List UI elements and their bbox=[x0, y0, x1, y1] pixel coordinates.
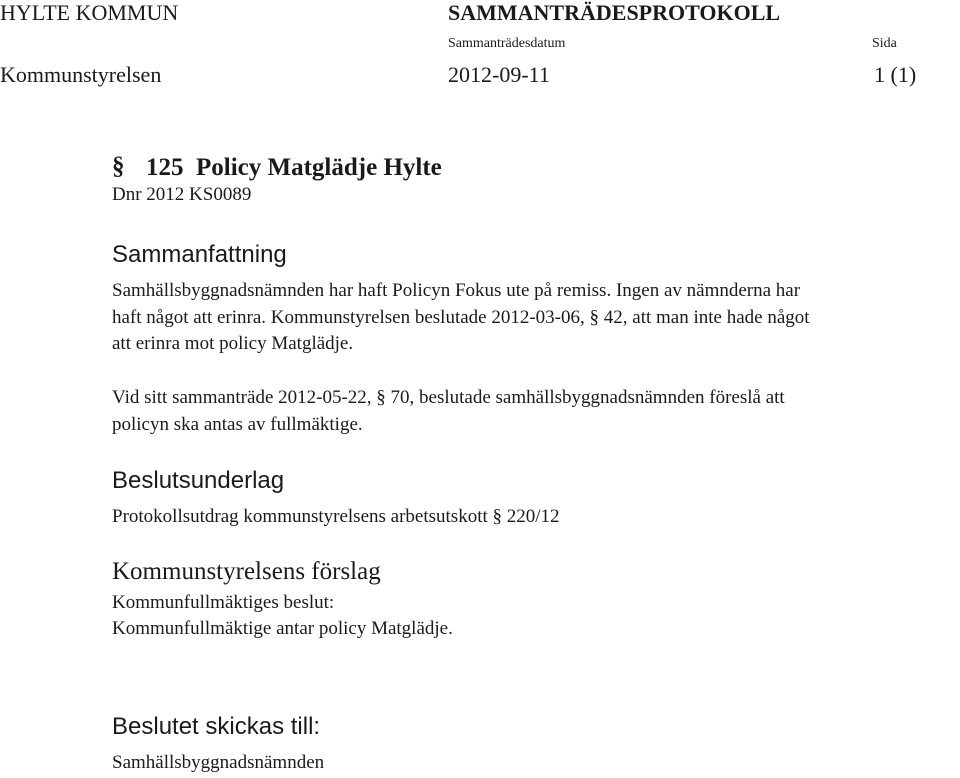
committee-name: Kommunstyrelsen bbox=[0, 62, 162, 87]
sent-to-heading: Beslutet skickas till: bbox=[112, 713, 321, 740]
summary-p1-line-1: Samhällsbyggnadsnämnden har haft Policyn Fokus ute på remiss. Ingen av nämnderna har bbox=[112, 280, 801, 301]
summary-p2-line-2: policyn ska antas av fullmäktige. bbox=[112, 413, 363, 435]
municipality-name: HYLTE KOMMUN bbox=[0, 0, 179, 25]
proposal-heading: Kommunstyrelsens förslag bbox=[112, 558, 381, 585]
basis-text: Protokollsutdrag kommunstyrelsens arbetsutskott § 220/12 bbox=[112, 506, 560, 527]
summary-p1-line-2: haft något att erinra. Kommunstyrelsen beslutade 2012-03-06, § 42, att man inte hade något bbox=[112, 306, 810, 328]
section-symbol: § bbox=[112, 153, 125, 180]
summary-p1-line-3: att erinra mot policy Matglädje. bbox=[112, 333, 354, 354]
page-label: Sida bbox=[872, 36, 897, 51]
summary-heading: Sammanfattning bbox=[112, 241, 287, 268]
meeting-date: 2012-09-11 bbox=[448, 62, 550, 87]
proposal-line-2: Kommunfullmäktige antar policy Matglädje. bbox=[112, 618, 453, 639]
basis-heading: Beslutsunderlag bbox=[112, 467, 285, 494]
proposal-line-1: Kommunfullmäktiges beslut: bbox=[112, 592, 335, 613]
summary-paragraph-2 bbox=[112, 385, 785, 438]
summary-p2-line-1: Vid sitt sammanträde 2012-05-22, § 70, beslutade samhällsbyggnadsnämnden föreslå att bbox=[112, 387, 785, 408]
page-number: 1 (1) bbox=[874, 62, 917, 87]
sent-to-recipient: Samhällsbyggnadsnämnden bbox=[112, 752, 325, 773]
document-type: SAMMANTRÄDESPROTOKOLL bbox=[448, 0, 781, 25]
meeting-date-label: Sammanträdesdatum bbox=[448, 36, 566, 51]
diary-number: Dnr 2012 KS0089 bbox=[112, 184, 252, 205]
item-title: 125 Policy Matglädje Hylte bbox=[146, 154, 442, 181]
summary-paragraph-1 bbox=[112, 278, 810, 358]
